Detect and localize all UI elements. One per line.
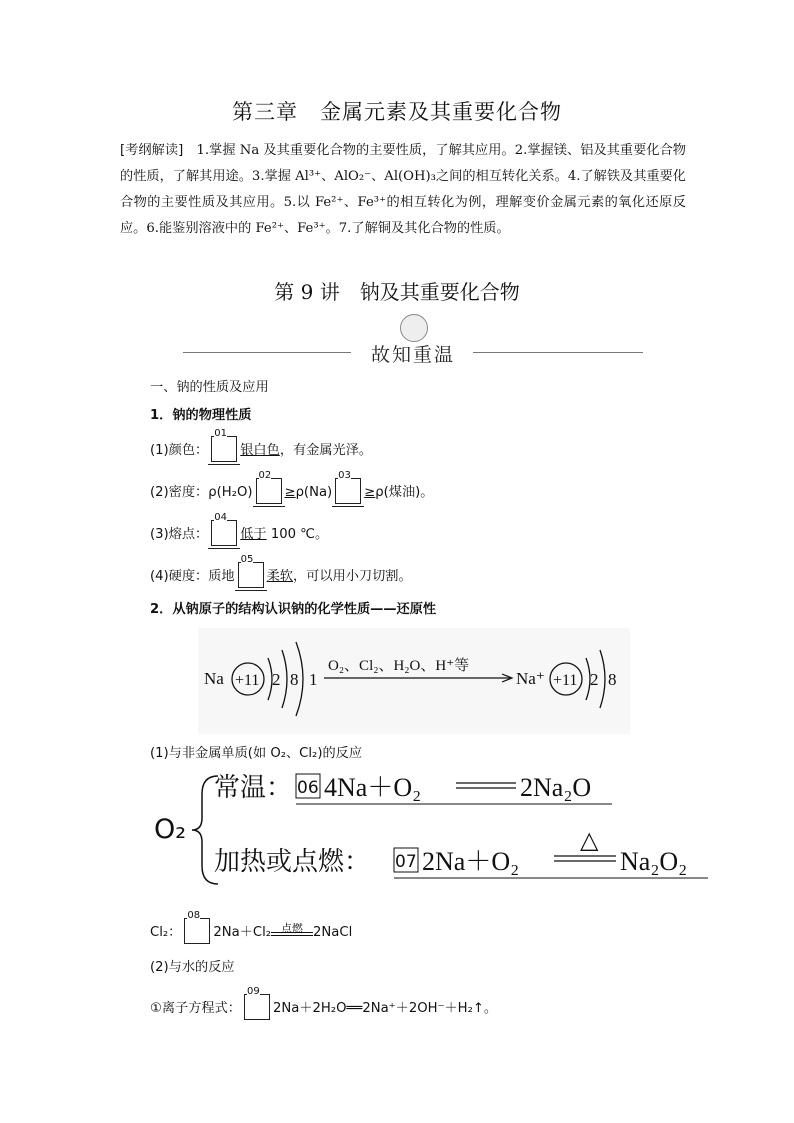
- blank-number: 08: [187, 910, 201, 921]
- melt-label: (3)熔点：: [150, 527, 209, 542]
- color-answer: 银白色: [240, 443, 280, 458]
- density-sign-2: ≥: [364, 485, 376, 500]
- heat-condition: 加热或点燃：: [214, 847, 371, 877]
- section-heading: 一、钠的性质及应用: [150, 380, 269, 395]
- cl2-label: Cl₂：: [150, 925, 182, 940]
- blank-number: 03: [338, 470, 351, 481]
- normal-condition: 常温：: [214, 773, 293, 803]
- density-label: (2)密度：ρ(H₂O): [150, 485, 253, 500]
- subsection-heading-1: 1．钠的物理性质: [150, 408, 252, 423]
- blank-number: 04: [214, 512, 227, 523]
- hard-rest: ，可以用小刀切割。: [293, 569, 412, 584]
- o2-reaction-block: [150, 764, 720, 896]
- answer-blank-03[interactable]: [335, 470, 361, 504]
- heat-eq-left: 2Na＋O₂: [422, 847, 520, 876]
- left-shell-1: 2: [272, 670, 281, 689]
- reaction-2-title: (2)与水的反应: [150, 960, 235, 975]
- answer-blank-05[interactable]: [238, 554, 264, 588]
- right-symbol: Na⁺: [516, 669, 545, 688]
- physical-density-line: [150, 470, 434, 504]
- density-end: ρ(煤油)。: [375, 485, 434, 500]
- reagents-label: O₂、Cl₂、H₂O、H⁺等: [328, 658, 470, 674]
- heat-eq-right: Na₂O₂: [620, 847, 688, 876]
- o2-reaction-svg: [150, 764, 720, 896]
- density-mid: ρ(Na): [295, 485, 333, 500]
- melt-answer: 低于: [240, 527, 267, 542]
- color-label: (1)颜色：: [150, 443, 209, 458]
- left-nucleus: +11: [235, 672, 260, 689]
- ionic-equation: 2Na＋2H₂O══2Na⁺＋2OH⁻＋H₂↑。: [272, 1001, 498, 1016]
- blank-number: 01: [214, 428, 227, 439]
- intro-text: 1.掌握 Na 及其重要化合物的主要性质，了解其应用。2.掌握镁、铝及其重要化合物的性质，了解其用途。3.掌握 Al³⁺、AlO₂⁻、Al(OH)₃之间的相互转化关系。4.了解铁及其重要化合物的主要性质及其应用。5.以 Fe²⁺、Fe³⁺的相互转化为例，理解变价金属元素的氧化还原反应。6.能鉴别溶液中的 Fe²⁺、Fe³⁺。7.了解铜及其化合物的性质。: [120, 143, 686, 236]
- chapter-title: 第三章 金属元素及其重要化合物: [232, 100, 562, 124]
- subsection-heading-2: 2．从钠原子的结构认识钠的化学性质——还原性: [150, 602, 437, 617]
- melt-rest: 100 ℃。: [266, 527, 329, 542]
- hard-answer: 柔软: [266, 569, 293, 584]
- blank-06: 06: [297, 778, 319, 798]
- heat-symbol: △: [580, 826, 599, 854]
- physical-hardness-line: [150, 554, 412, 588]
- o2-label: O₂: [154, 814, 187, 845]
- left-shell-3: 1: [309, 670, 318, 689]
- ionic-label: ①离子方程式：: [150, 1001, 241, 1016]
- density-sign-1: ≥: [284, 485, 296, 500]
- atom-structure-diagram: [198, 628, 630, 734]
- right-shell-2: 8: [608, 670, 617, 689]
- emblem-icon: [400, 314, 428, 342]
- answer-blank-09[interactable]: [244, 986, 270, 1020]
- normal-eq-right: 2Na₂O: [520, 773, 592, 802]
- blank-number: 02: [258, 470, 272, 481]
- answer-blank-08[interactable]: [184, 910, 210, 944]
- cl2-condition: 点燃: [281, 922, 304, 935]
- cl2-left: 2Na＋Cl₂: [213, 925, 272, 940]
- color-rest: ，有金属光泽。: [279, 443, 373, 458]
- left-shell-2: 8: [290, 670, 299, 689]
- atom-diagram-svg: [198, 628, 630, 734]
- answer-blank-01[interactable]: [211, 428, 237, 462]
- cl2-right: 2NaCl: [313, 925, 353, 940]
- left-symbol: Na: [204, 669, 224, 688]
- lecture-title: 第 9 讲 钠及其重要化合物: [274, 280, 520, 304]
- answer-blank-04[interactable]: [211, 512, 237, 546]
- banner-title: 故知重温: [370, 344, 455, 366]
- blank-number: 09: [246, 986, 260, 997]
- physical-melt-line: [150, 512, 329, 546]
- intro-tag: [考纲解读]: [120, 143, 184, 158]
- right-shell-1: 2: [590, 670, 599, 689]
- blank-number: 05: [240, 554, 254, 565]
- intro-paragraph: [120, 138, 686, 242]
- answer-blank-02[interactable]: [256, 470, 282, 504]
- section-banner: [183, 312, 643, 376]
- hard-label: (4)硬度：质地: [150, 569, 235, 584]
- cl2-reaction-line: [150, 910, 353, 944]
- reaction-1-title: (1)与非金属单质(如 O₂、Cl₂)的反应: [150, 746, 363, 761]
- right-nucleus: +11: [553, 672, 578, 689]
- normal-eq-left: 4Na＋O₂: [324, 773, 422, 802]
- ionic-equation-line: [150, 986, 498, 1020]
- blank-07: 07: [395, 852, 417, 872]
- physical-color-line: [150, 428, 373, 462]
